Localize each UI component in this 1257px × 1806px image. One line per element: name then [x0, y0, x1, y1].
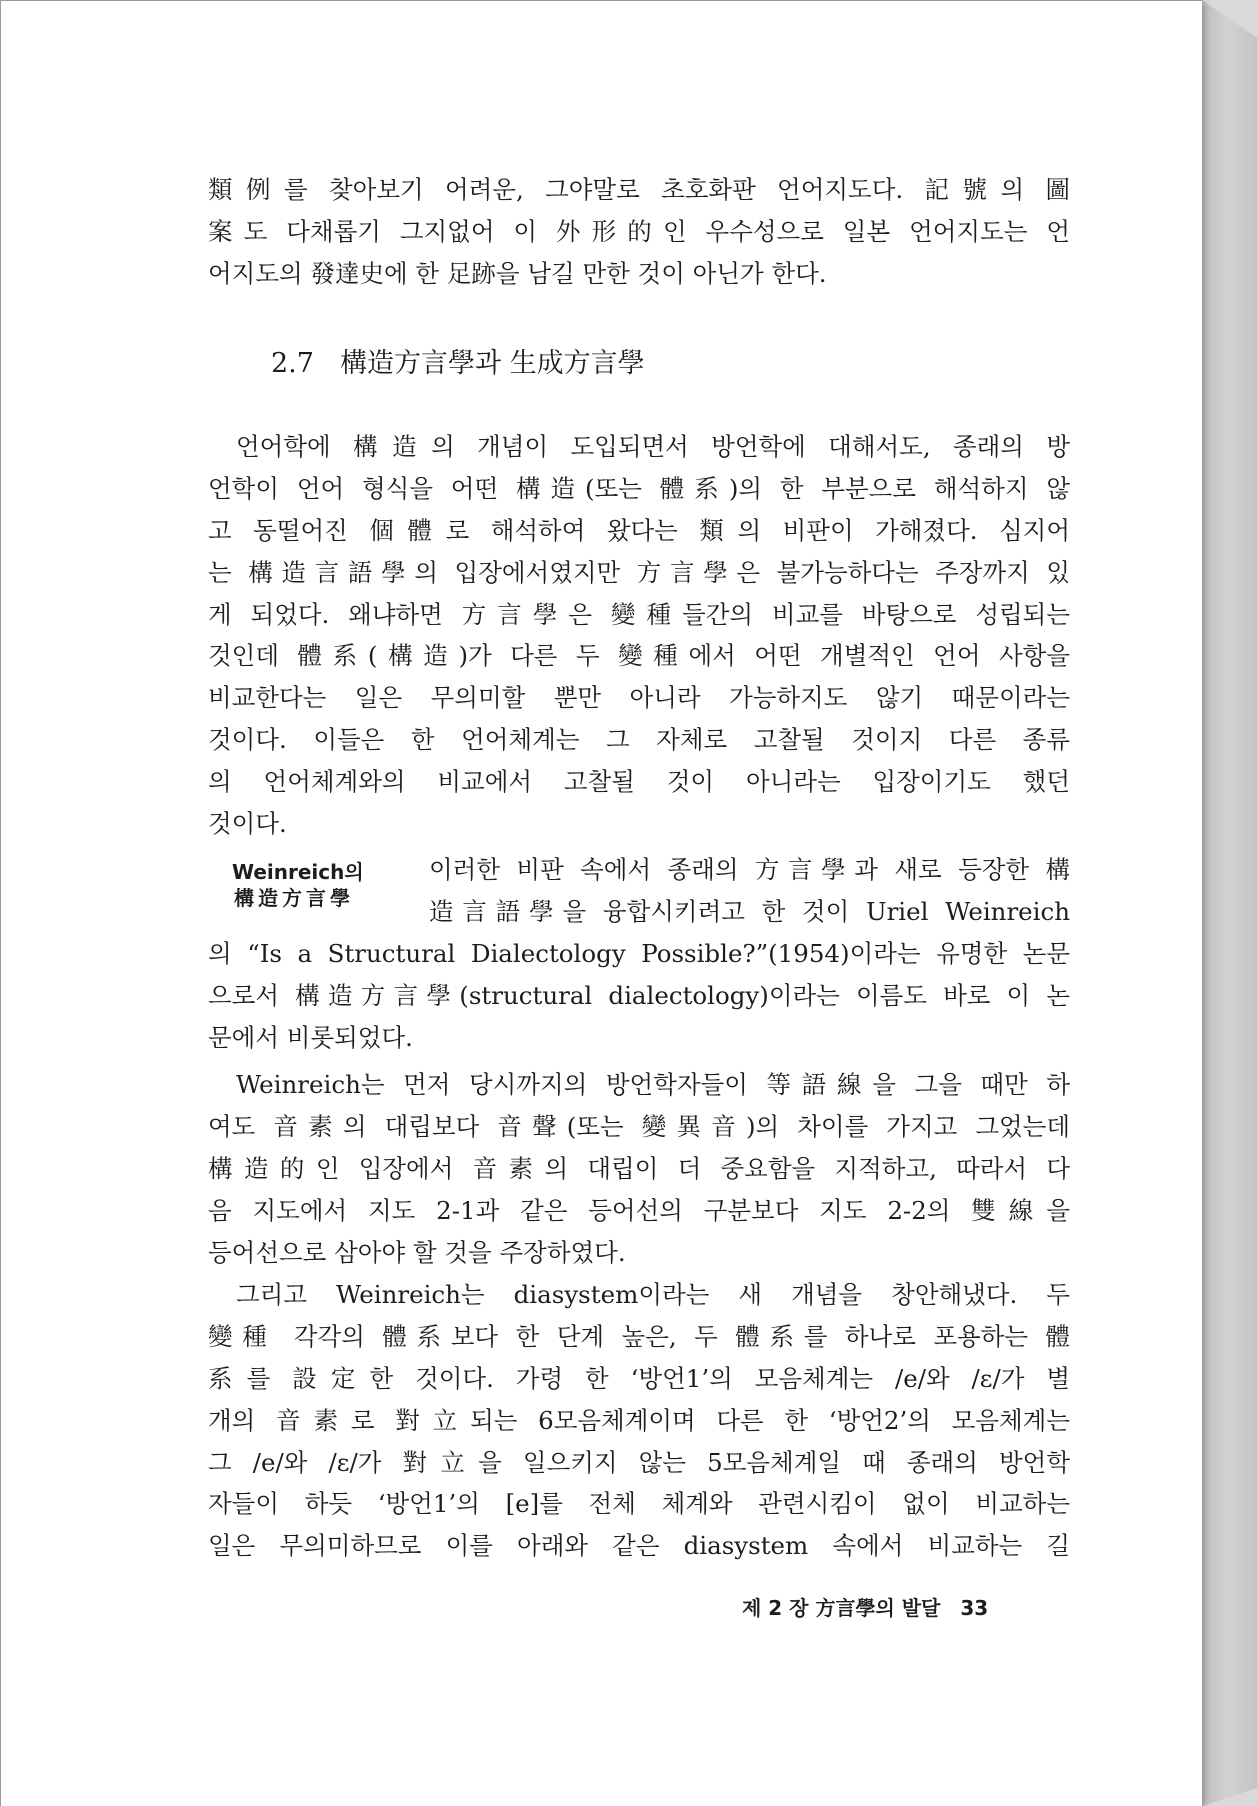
text-line: 그 /e/와 /ɛ/가 對立을 일으키지 않는 5모음체계일 때 종래의 방언학 — [208, 1447, 1070, 1477]
page-footer — [742, 1592, 988, 1621]
text-line: 系를 設定한 것이다. 가령 한 ‘방언1’의 모음체계는 /e/와 /ɛ/가 별 — [208, 1363, 1070, 1393]
section-title: 構造方言學과 生成方言學 — [339, 348, 645, 379]
section-number: 2.7 — [271, 348, 314, 379]
text-line: 그리고 Weinreich는 diasystem이라는 새 개념을 창안해냈다. 두 — [236, 1280, 1070, 1309]
text-line: 어지도의 發達史에 한 足跡을 남길 만한 것이 아닌가 한다. — [208, 258, 827, 288]
text-line: 등어선으로 삼아야 할 것을 주장하였다. — [208, 1237, 626, 1267]
text-line: 게 되었다. 왜냐하면 方言學은 變種들간의 비교를 바탕으로 성립되는 — [208, 599, 1070, 629]
text-line: 자들이 하듯 ‘방언1’의 [e]를 전체 체계와 관련시킴이 없이 비교하는 — [208, 1489, 1070, 1519]
section-heading — [271, 341, 645, 380]
text-line: 것이다. — [208, 809, 287, 839]
paragraph-1 — [208, 169, 1070, 295]
text-line: 일은 무의미하므로 이를 아래와 같은 diasystem 속에서 비교하는 길 — [208, 1531, 1070, 1561]
paragraph-3-side — [429, 849, 1070, 933]
text-line: 이러한 비판 속에서 종래의 方言學과 새로 등장한 構 — [429, 855, 1070, 884]
text-line: 것인데 體系(構造)가 다른 두 變種에서 어떤 개별적인 언어 사항을 — [208, 641, 1070, 671]
margin-note-line: Weinreich의 — [232, 860, 364, 884]
chapter-label: 제 2 장 方言學의 발달 — [742, 1596, 941, 1620]
text-line: 案도 다채롭기 그지없어 이 外形的인 우수성으로 일본 언어지도는 언 — [208, 216, 1070, 246]
text-line: 비교한다는 일은 무의미할 뿐만 아니라 가능하지도 않기 때문이라는 — [208, 683, 1070, 713]
text-line: 變種 각각의 體系보다 한 단계 높은, 두 體系를 하나로 포용하는 體 — [208, 1321, 1070, 1351]
text-line: 음 지도에서 지도 2-1과 같은 등어선의 구분보다 지도 2-2의 雙線을 — [208, 1195, 1070, 1225]
text-line: 여도 音素의 대립보다 音聲(또는 變異音)의 차이를 가지고 그었는데 — [208, 1111, 1070, 1141]
text-line: 고 동떨어진 個體로 해석하여 왔다는 類의 비판이 가해졌다. 심지어 — [208, 515, 1070, 545]
page-edge — [1202, 0, 1257, 1806]
text-line: 문에서 비롯되었다. — [208, 1022, 413, 1052]
paragraph-5 — [208, 1274, 1070, 1567]
text-line: 언학이 언어 형식을 어떤 構造(또는 體系)의 한 부분으로 해석하지 않 — [208, 473, 1070, 503]
text-line: 造言語學을 융합시키려고 한 것이 Uriel Weinreich — [429, 896, 1070, 926]
paragraph-3 — [208, 933, 1070, 1059]
margin-note-line: 構造方言學 — [234, 886, 354, 910]
text-line: 構造的인 입장에서 音素의 대립이 더 중요함을 지적하고, 따라서 다 — [208, 1153, 1070, 1183]
text-line: 으로서 構造方言學(structural dialectology)이라는 이름도 바로 이 논 — [208, 980, 1070, 1010]
paragraph-2 — [208, 426, 1070, 845]
text-line: 개의 音素로 對立되는 6모음체계이며 다른 한 ‘방언2’의 모음체계는 — [208, 1405, 1070, 1435]
paragraph-4 — [208, 1064, 1070, 1273]
text-line: 언어학에 構造의 개념이 도입되면서 방언학에 대해서도, 종래의 방 — [236, 432, 1070, 461]
text-line: 는 構造言語學의 입장에서였지만 方言學은 불가능하다는 주장까지 있 — [208, 557, 1070, 587]
text-line: Weinreich는 먼저 당시까지의 방언학자들이 等語線을 그을 때만 하 — [236, 1070, 1070, 1099]
page-number: 33 — [960, 1596, 989, 1620]
text-line: 의 언어체계와의 비교에서 고찰될 것이 아니라는 입장이기도 했던 — [208, 767, 1070, 797]
text-line: 類例를 찾아보기 어려운, 그야말로 초호화판 언어지도다. 記號의 圖 — [208, 175, 1070, 204]
text-line: 것이다. 이들은 한 언어체계는 그 자체로 고찰될 것이지 다른 종류 — [208, 725, 1070, 755]
text-line: 의 “Is a Structural Dialectology Possible?”(1954)이라는 유명한 논문 — [208, 939, 1070, 968]
margin-note — [232, 859, 402, 911]
